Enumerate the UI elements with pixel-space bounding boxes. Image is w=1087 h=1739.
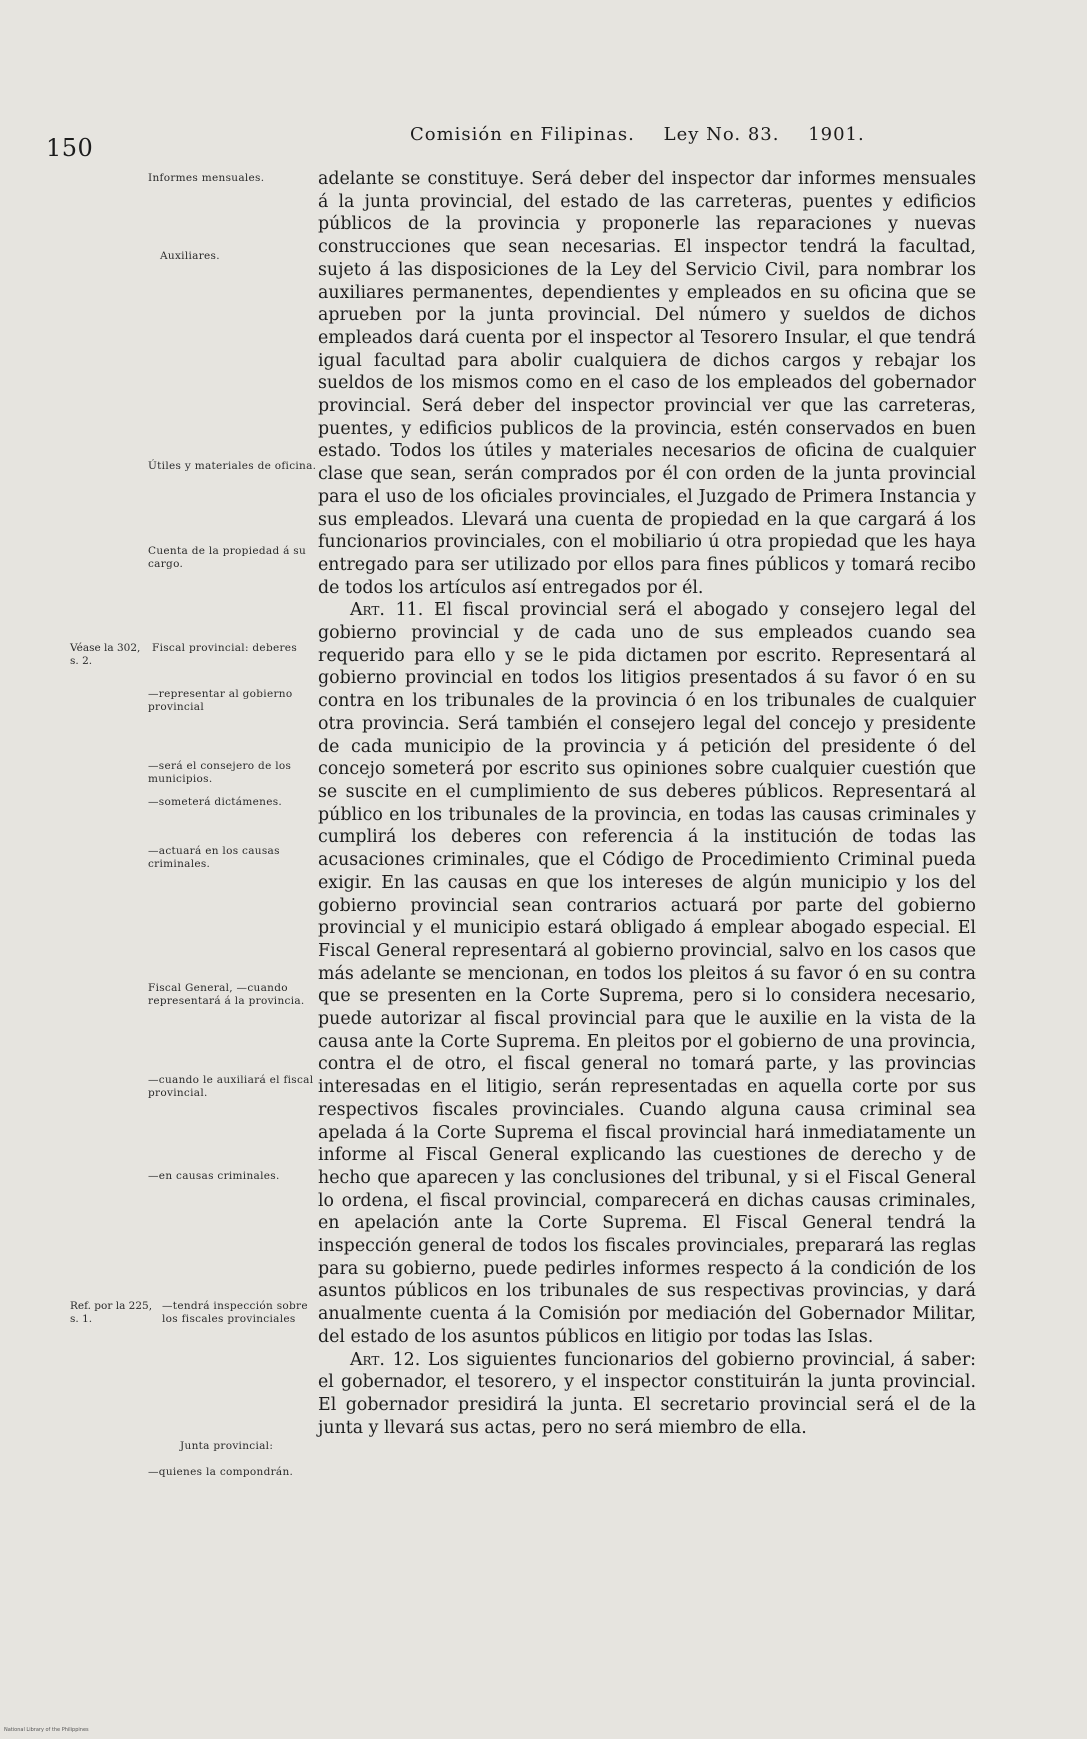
header-commission: Comisión en Filipinas.: [410, 124, 635, 145]
article-label: Art. 12.: [350, 1349, 421, 1370]
margin-note: Cuenta de la propiedad á su cargo.: [148, 545, 307, 570]
margin-reference: Véase la 302, s. 2.: [70, 642, 141, 667]
margin-reference: Ref. por la 225, s. 1.: [70, 1300, 153, 1325]
article-text: Los siguientes funcionarios del gobierno provincial, á saber: el gobernador, el tesorero, y el inspector constituirán la junta provincial. El gobernador presidirá la junta. El secretario provincial será el de la junta y llevará sus actas, pero no será miembro de ella.: [318, 1349, 976, 1438]
article-label: Art. 11.: [350, 600, 424, 621]
margin-note: Auxiliares.: [160, 250, 220, 262]
article-12: [318, 1349, 976, 1440]
margin-note: —en causas criminales.: [148, 1170, 280, 1182]
running-header: [410, 124, 880, 145]
margin-note: —someterá dictámenes.: [148, 796, 283, 808]
margin-note: Fiscal provincial: deberes: [152, 642, 298, 654]
margin-note: Fiscal General, —cuando representará á la provincia.: [148, 982, 305, 1007]
article-11: [318, 599, 976, 1348]
article-text: El fiscal provincial será el abogado y consejero legal del gobierno provincial y de cada uno de sus empleados cuando sea requerido para ello y se le pida dictamen por escrito. Representará al gobierno provincial en todos los litigios presentados á su favor ó en su contra en los tribunales de la provincia ó en los tribunales de cualquier otra provincia. Será también el consejero legal del concejo y presidente de cada municipio de la provincia y á petición del presidente ó del concejo someterá por escrito sus opiniones sobre cualquier cuestión que se suscite en el cumplimiento de sus deberes públicos. Representará al público en los tribunales de la provincia, en todas las causas criminales y cumplirá los deberes con referencia á la institución de todas las acusaciones criminales, que el Código de Procedimiento Criminal pueda exigir. En las causas en que los intereses de algún municipio y los del gobierno provincial sean contrarios actuará por parte del gobierno provincial y el municipio estará obligado á emplear abogado especial. El Fiscal General representará al gobierno provincial, salvo en los casos que más adelante se mencionan, en todos los pleitos á su favor ó en su contra que se presenten en la Corte Suprema, pero si lo considera necesario, puede autorizar al fiscal provincial para que le auxilie en la vista de la causa ante la Corte Suprema. En pleitos por el gobierno de una provincia, contra el de otro, el fiscal general no tomará parte, y las provincias interesadas en el litigio, serán representadas en aquella corte por sus respectivos fiscales provinciales. Cuando alguna causa criminal sea apelada á la Corte Suprema el fiscal provincial hará inmediatamente un informe al Fiscal General explicando las cuestiones de derecho y de hecho que aparecen y las conclusiones del tribunal, y si el Fiscal General lo ordena, el fiscal provincial, comparecerá en dichas causas criminales, en apelación ante la Corte Suprema. El Fiscal General tendrá la inspección general de todos los fiscales provinciales, preparará las reglas para su gobierno, puede pedirles informes respecto á la condición de los asuntos públicos en los tribunales de sus respectivas provincias, y dará anualmente cuenta á la Comisión por mediación del Gobernador Militar, del estado de los asuntos públicos en litigio por todas las Islas.: [318, 600, 976, 1347]
margin-note: —representar al gobierno provincial: [148, 688, 293, 713]
body-text: [318, 168, 976, 1439]
footer-credit: National Library of the Philippines: [4, 1727, 89, 1733]
header-law: Ley No. 83.: [663, 124, 780, 145]
margin-note: —tendrá inspección sobre los fiscales provinciales: [162, 1300, 308, 1325]
margin-note: Junta provincial:: [180, 1440, 274, 1452]
margin-note: —será el consejero de los municipios.: [148, 760, 292, 785]
margin-note: —quienes la compondrán.: [148, 1466, 294, 1478]
page-number: 150: [46, 134, 94, 162]
margin-note: Informes mensuales.: [148, 172, 265, 184]
paragraph: adelante se constituye. Será deber del inspector dar informes mensuales á la junta provincial, del estado de las carreteras, puentes y edificios públicos de la provincia y proponerle las reparaciones y nuevas construcciones que sean necesarias. El inspector tendrá la facultad, sujeto á las disposiciones de la Ley del Servicio Civil, para nombrar los auxiliares permanentes, dependientes y empleados en su oficina que se aprueben por la junta provincial. Del número y sueldos de dichos empleados dará cuenta por el inspector al Tesorero Insular, el que tendrá igual facultad para abolir cualquiera de dichos cargos y rebajar los sueldos de los mismos como en el caso de los empleados del gobernador provincial. Será deber del inspector provincial ver que las carreteras, puentes, y edificios publicos de la provincia, estén conservados en buen estado. Todos los útiles y materiales necesarios de oficina de cualquier clase que sean, serán comprados por él con orden de la junta provincial para el uso de los oficiales provinciales, el Juzgado de Primera Instancia y sus empleados. Llevará una cuenta de propiedad en la que cargará á los funcionarios provinciales, con el mobiliario ú otra propiedad que les haya entregado para ser utilizado por ellos para fines públicos y tomará recibo de todos los artículos así entregados por él.: [318, 169, 976, 598]
margin-note: Útiles y materiales de oficina.: [148, 460, 317, 472]
header-year: 1901.: [808, 124, 865, 145]
margin-note: —cuando le auxiliará el fiscal provincial.: [148, 1074, 314, 1099]
margin-note: —actuará en los causas criminales.: [148, 845, 280, 870]
